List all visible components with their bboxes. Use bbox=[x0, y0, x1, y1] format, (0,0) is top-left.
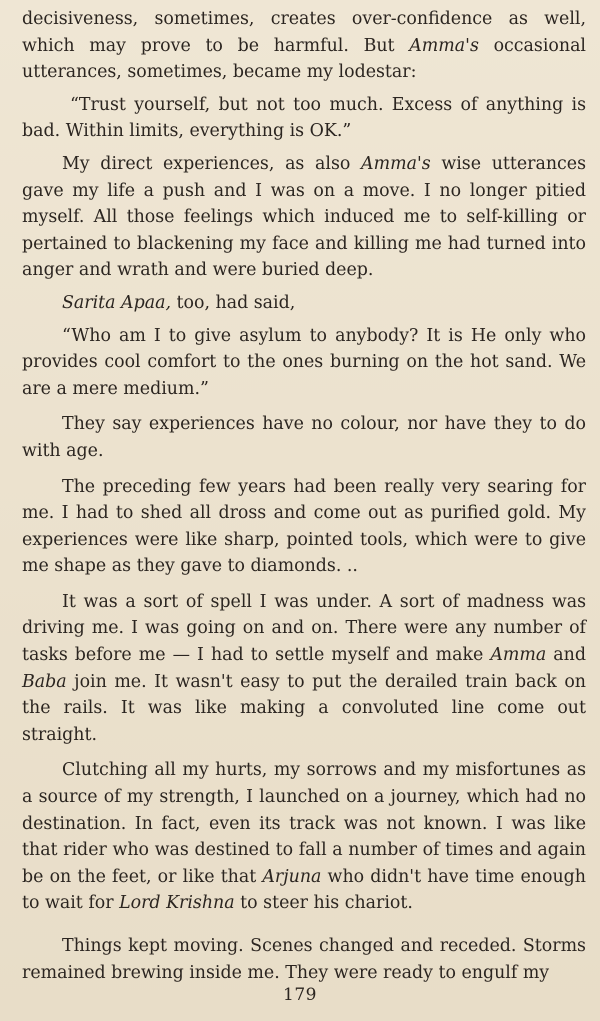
paragraph-2-quote bbox=[22, 92, 586, 145]
text-segment: Clutching all my hurts, my sorrows and my misfortunes as a source of my strength, I launched on a journey, which had no destination. In fact, even its track was not known. I was like that rider who was destined to fall a number of times and again be on the feet, or like that bbox=[22, 760, 586, 887]
page-number: 179 bbox=[283, 985, 317, 1005]
paragraph-4 bbox=[22, 290, 586, 317]
text-segment: It was a sort of spell I was under. A sort of madness was driving me. I was going on and on. There were any number of tasks before me — I had to settle myself and make bbox=[22, 591, 586, 666]
italic-text-segment: Baba bbox=[22, 671, 67, 692]
text-segment: occasional utterances, sometimes, became my lodestar: bbox=[22, 35, 586, 83]
text-segment: “Trust yourself, but not too much. Excess of anything is bad. Within limits, everything is OK.” bbox=[22, 94, 586, 142]
text-segment: join me. It wasn't easy to put the derailed train back on the rails. It was like making a convoluted line come out straight. bbox=[22, 671, 586, 745]
paragraph-3 bbox=[22, 151, 586, 284]
italic-text-segment: Amma's bbox=[361, 153, 431, 174]
text-segment: decisiveness, sometimes, creates over-confidence as well, which may prove to be harmful. But bbox=[22, 9, 586, 56]
paragraph-5-quote bbox=[22, 323, 586, 403]
paragraph-9 bbox=[22, 757, 586, 917]
text-segment: who didn't have time enough to wait for bbox=[22, 866, 586, 914]
text-segment: and bbox=[546, 645, 586, 666]
text-segment: Things kept moving. Scenes changed and receded. Storms remained brewing inside me. They were ready to engulf my bbox=[22, 936, 586, 983]
text-segment: to steer his chariot. bbox=[234, 893, 413, 914]
italic-text-segment: Arjuna bbox=[262, 866, 322, 887]
italic-text-segment: Amma bbox=[490, 645, 547, 666]
italic-text-segment: Lord Krishna bbox=[119, 893, 235, 914]
paragraph-1 bbox=[22, 6, 586, 86]
paragraph-6 bbox=[22, 411, 586, 464]
text-segment: The preceding few years had been really very searing for me. I had to shed all dross and come out as purified gold. My experiences were like sharp, pointed tools, which were to give me shape as they gave to diamonds. .. bbox=[22, 476, 586, 577]
text-segment: “Who am I to give asylum to anybody? It is He only who provides cool comfort to the ones burning on the hot sand. We are a mere medium.” bbox=[22, 325, 586, 399]
text-segment: My direct experiences, as also bbox=[62, 153, 362, 174]
paragraph-8 bbox=[22, 589, 586, 749]
text-segment: wise utterances gave my life a push and I was on a move. I no longer pitied myself. All those feelings which induced me to self-killing or pertained to blackening my face and killing me had turned into anger and wrath and were buried deep. bbox=[22, 153, 586, 281]
italic-text-segment: Amma's bbox=[409, 35, 479, 56]
text-segment: They say experiences have no colour, nor have they to do with age. bbox=[22, 414, 586, 461]
paragraph-10 bbox=[22, 933, 586, 986]
paragraph-7 bbox=[22, 474, 586, 580]
italic-text-segment: Sarita Apaa, bbox=[62, 292, 171, 313]
text-segment: too, had said, bbox=[171, 292, 296, 313]
